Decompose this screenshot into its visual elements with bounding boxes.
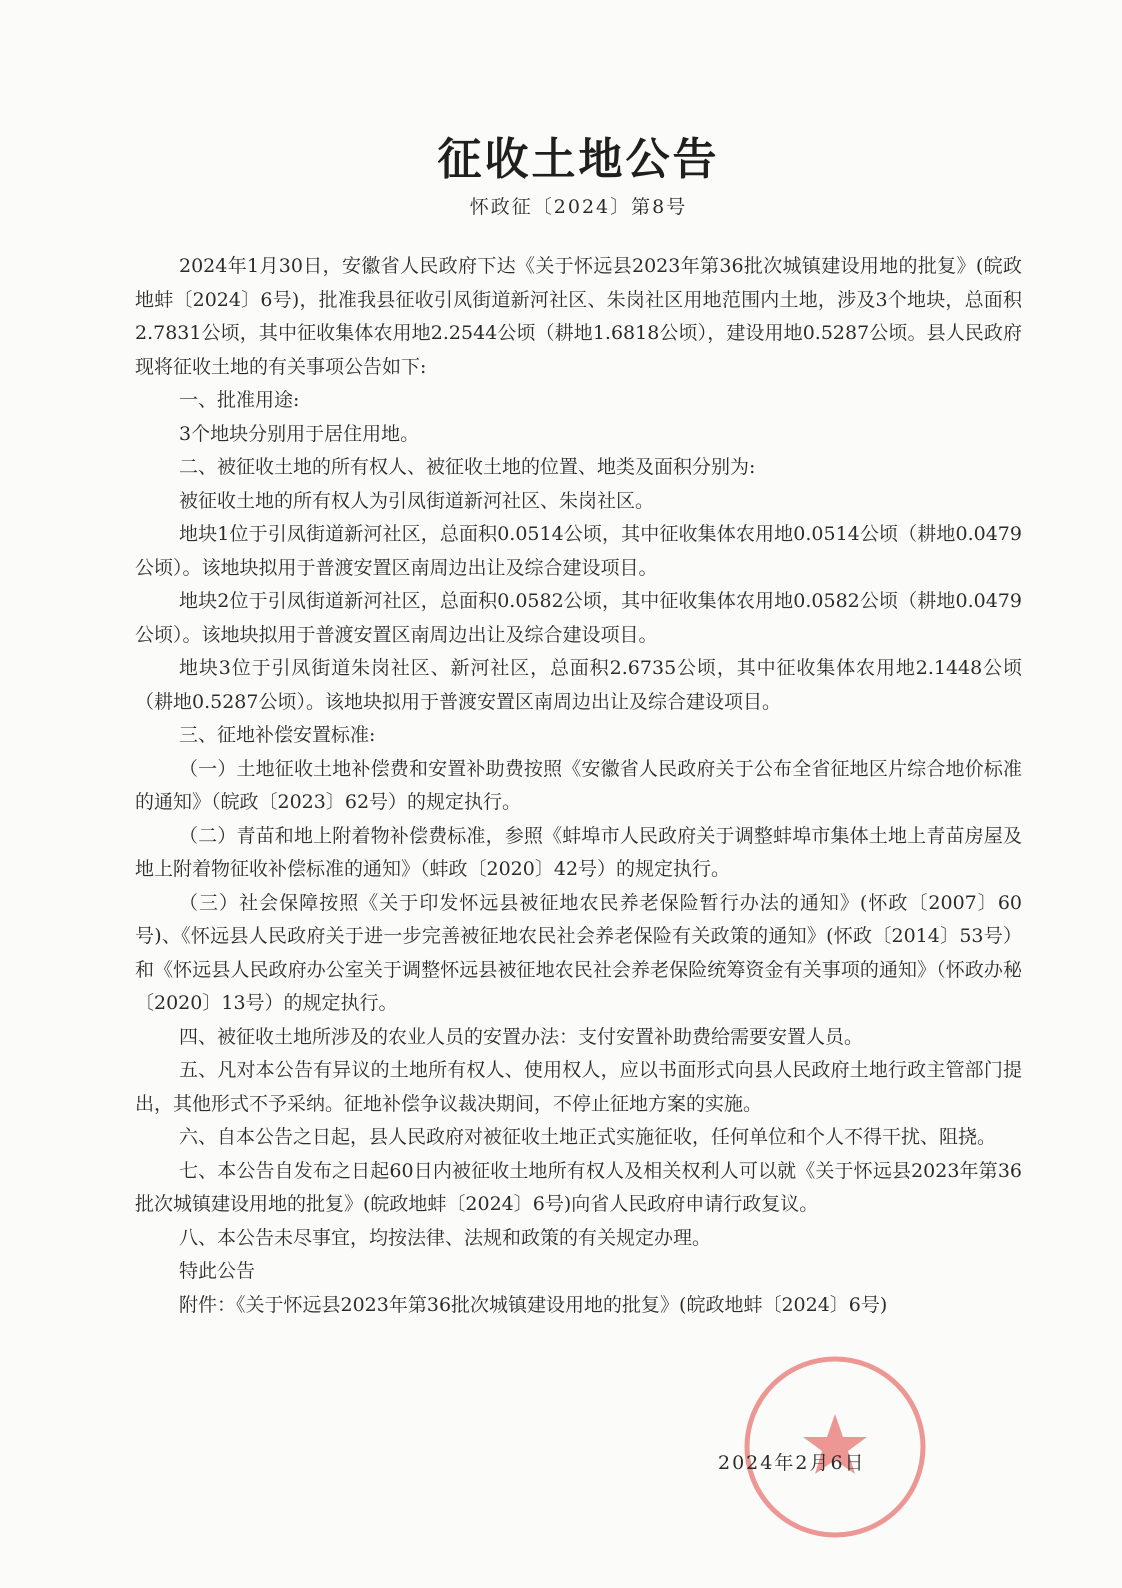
paragraph-section-6: 六、自本公告之日起，县人民政府对被征收土地正式实施征收，任何单位和个人不得干扰、阻挠。 [179,1126,997,1148]
paragraph-usage: 3个地块分别用于居住用地。 [179,422,420,445]
paragraph-owners: 被征收土地的所有权人为引凤街道新河社区、朱岗社区。 [179,489,655,512]
paragraph-parcel-3: 地块3位于引凤街道朱岗社区、新河社区，总面积2.6735公顷，其中征收集体农用地2.1448公顷（耕地0.5287公顷）。该地块拟用于普渡安置区南周边出让及综合建设项目。 [135,657,1022,713]
paragraph-section-3: 三、征地补偿安置标准: [179,724,376,746]
paragraph-section-5: 五、凡对本公告有异议的土地所有权人、使用权人，应以书面形式向县人民政府土地行政主管部门提出，其他形式不予采纳。征地补偿争议裁决期间，不停止征地方案的实施。 [135,1059,1022,1115]
paragraph-attachment: 附件：《关于怀远县2023年第36批次城镇建设用地的批复》(皖政地蚌〔2024〕6号) [179,1293,888,1316]
paragraph-intro: 2024年1月30日，安徽省人民政府下达《关于怀远县2023年第36批次城镇建设用地的批复》(皖政地蚌〔2024〕6号)，批准我县征收引凤街道新河社区、朱岗社区用地范围内土地，涉及3个地块，总面积2.7831公顷，其中征收集体农用地2.2544公顷（耕地1.6818公顷），建设用地0.5287公顷。县人民政府现将征收土地的有关事项公告如下: [135,255,1022,378]
paragraph-compensation-2: （二）青苗和地上附着物补偿费标准，参照《蚌埠市人民政府关于调整蚌埠市集体土地上青苗房屋及地上附着物征收补偿标准的通知》（蚌政〔2020〕42号）的规定执行。 [135,824,1022,880]
paragraph-section-1: 一、批准用途: [179,389,300,411]
notice-title: 征收土地公告 [437,134,720,185]
notice-body [135,250,1022,1322]
official-seal [740,1352,930,1542]
issue-date: 2024年2月6日 [718,1452,866,1474]
paragraph-parcel-2: 地块2位于引凤街道新河社区，总面积0.0582公顷，其中征收集体农用地0.0582公顷（耕地0.0479公顷）。该地块拟用于普渡安置区南周边出让及综合建设项目。 [135,590,1022,646]
paragraph-section-8: 八、本公告未尽事宜，均按法律、法规和政策的有关规定办理。 [179,1226,712,1249]
paragraph-compensation-1: （一）土地征收土地补偿费和安置补助费按照《安徽省人民政府关于公布全省征地区片综合地价标准的通知》（皖政〔2023〕62号）的规定执行。 [135,757,1022,813]
paragraph-closing: 特此公告 [179,1260,256,1282]
document-number: 怀政征〔2024〕第8号 [469,196,688,218]
paragraph-section-7: 七、本公告自发布之日起60日内被征收土地所有权人及相关权利人可以就《关于怀远县2023年第36批次城镇建设用地的批复》(皖政地蚌〔2024〕6号)向省人民政府申请行政复议。 [135,1159,1022,1215]
paragraph-compensation-3: （三）社会保障按照《关于印发怀远县被征地农民养老保险暂行办法的通知》(怀政〔2007〕60号)、《怀远县人民政府关于进一步完善被征地农民社会养老保险有关政策的通知》(怀政〔2014〕53号）和《怀远县人民政府办公室关于调整怀远县被征地农民社会养老保险统筹资金有关事项的通知》（怀政办秘〔2020〕13号）的规定执行。 [135,891,1022,1014]
paragraph-section-4: 四、被征收土地所涉及的农业人员的安置办法：支付安置补助费给需要安置人员。 [179,1025,864,1048]
paragraph-parcel-1: 地块1位于引凤街道新河社区，总面积0.0514公顷，其中征收集体农用地0.0514公顷（耕地0.0479公顷）。该地块拟用于普渡安置区南周边出让及综合建设项目。 [135,523,1022,579]
paragraph-section-2: 二、被征收土地的所有权人、被征收土地的位置、地类及面积分别为: [179,456,756,478]
